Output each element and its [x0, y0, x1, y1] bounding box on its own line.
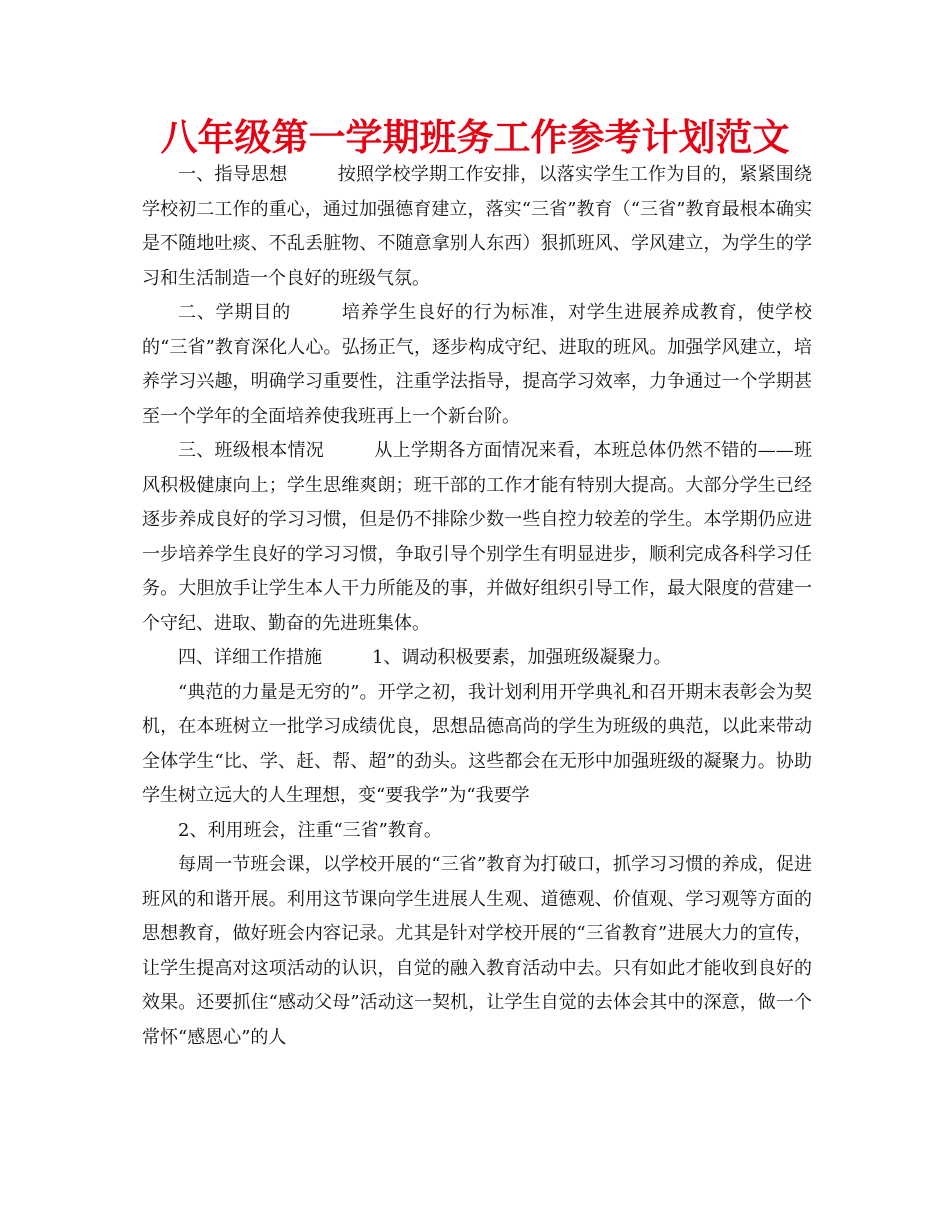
section-heading: 四、详细工作措施 [178, 647, 322, 668]
document-body [142, 158, 812, 1055]
paragraph-class-meeting [142, 848, 812, 1055]
paragraph-role-models [142, 676, 812, 814]
paragraph-text: 从上学期各方面情况来看，本班总体仍然不错的——班风积极健康向上；学生思维爽朗；班干部的工作才能有特别大提高。大部分学生已经逐步养成良好的学习习惯，但是仍不排除少数一些自控力较差的学生。本学期仍应进一步培养学生良好的学习习惯，争取引导个别学生有明显进步，顺利完成各科学习任务。大胆放手让学生本人干力所能及的事，并做好组织引导工作，最大限度的营建一个守纪、进取、勤奋的先进班集体。 [142, 440, 813, 634]
section-heading: 二、学期目的 [178, 302, 292, 323]
paragraph-guiding-thought [142, 158, 812, 296]
paragraph-text: 培养学生良好的行为标准，对学生进展养成教育，使学校的“三省”教育深化人心。弘扬正气，逐步构成守纪、进取的班风。加强学风建立，培养学习兴趣，明确学习重要性，注重学法指导，提高学习效率，力争通过一个学期甚至一个学年的全面培养使我班再上一个新台阶。 [142, 302, 813, 427]
paragraph-text: “典范的力量是无穷的”。开学之初，我计划利用开学典礼和召开期末表彰会为契机，在本班树立一批学习成绩优良，思想品德高尚的学生为班级的典范，以此来带动全体学生“比、学、赶、帮、超”的劲头。这些都会在无形中加强班级的凝聚力。协助学生树立远大的人生理想，变“要我学”为“我要学 [142, 681, 812, 806]
paragraph-text: 1、调动积极要素，加强班级凝聚力。 [372, 647, 672, 668]
section-heading: 一、指导思想 [178, 164, 288, 185]
paragraph-text: 每周一节班会课，以学校开展的“三省”教育为打破口，抓学习习惯的养成，促进班风的和谐开展。利用这节课向学生进展人生观、道德观、价值观、学习观等方面的思想教育，做好班会内容记录。尤其是针对学校开展的“三省教育”进展大力的宣传，让学生提高对这项活动的认识，自觉的融入教育活动中去。只有如此才能收到良好的效果。还要抓住“感动父母”活动这一契机，让学生自觉的去体会其中的深意，做一个常怀“感恩心”的人 [142, 854, 812, 1048]
paragraph-text: 2、利用班会，注重“三省”教育。 [178, 819, 442, 841]
paragraph-text: 按照学校学期工作安排，以落实学生工作为目的，紧紧围绕学校初二工作的重心，通过加强德育建立，落实“三省”教育（“三省”教育最根本确实是不随地吐痰、不乱丢脏物、不随意拿别人东西）狠抓班风、学风建立，为学生的学习和生活制造一个良好的班级气氛。 [142, 164, 812, 289]
paragraph-class-situation [142, 434, 812, 641]
paragraph-class-meeting-heading [142, 814, 812, 849]
paragraph-term-goals [142, 296, 812, 434]
document-title: 八年级第一学期班务工作参考计划范文 [160, 116, 790, 159]
paragraph-work-measures [142, 641, 812, 676]
section-heading: 三、班级根本情况 [178, 440, 325, 461]
